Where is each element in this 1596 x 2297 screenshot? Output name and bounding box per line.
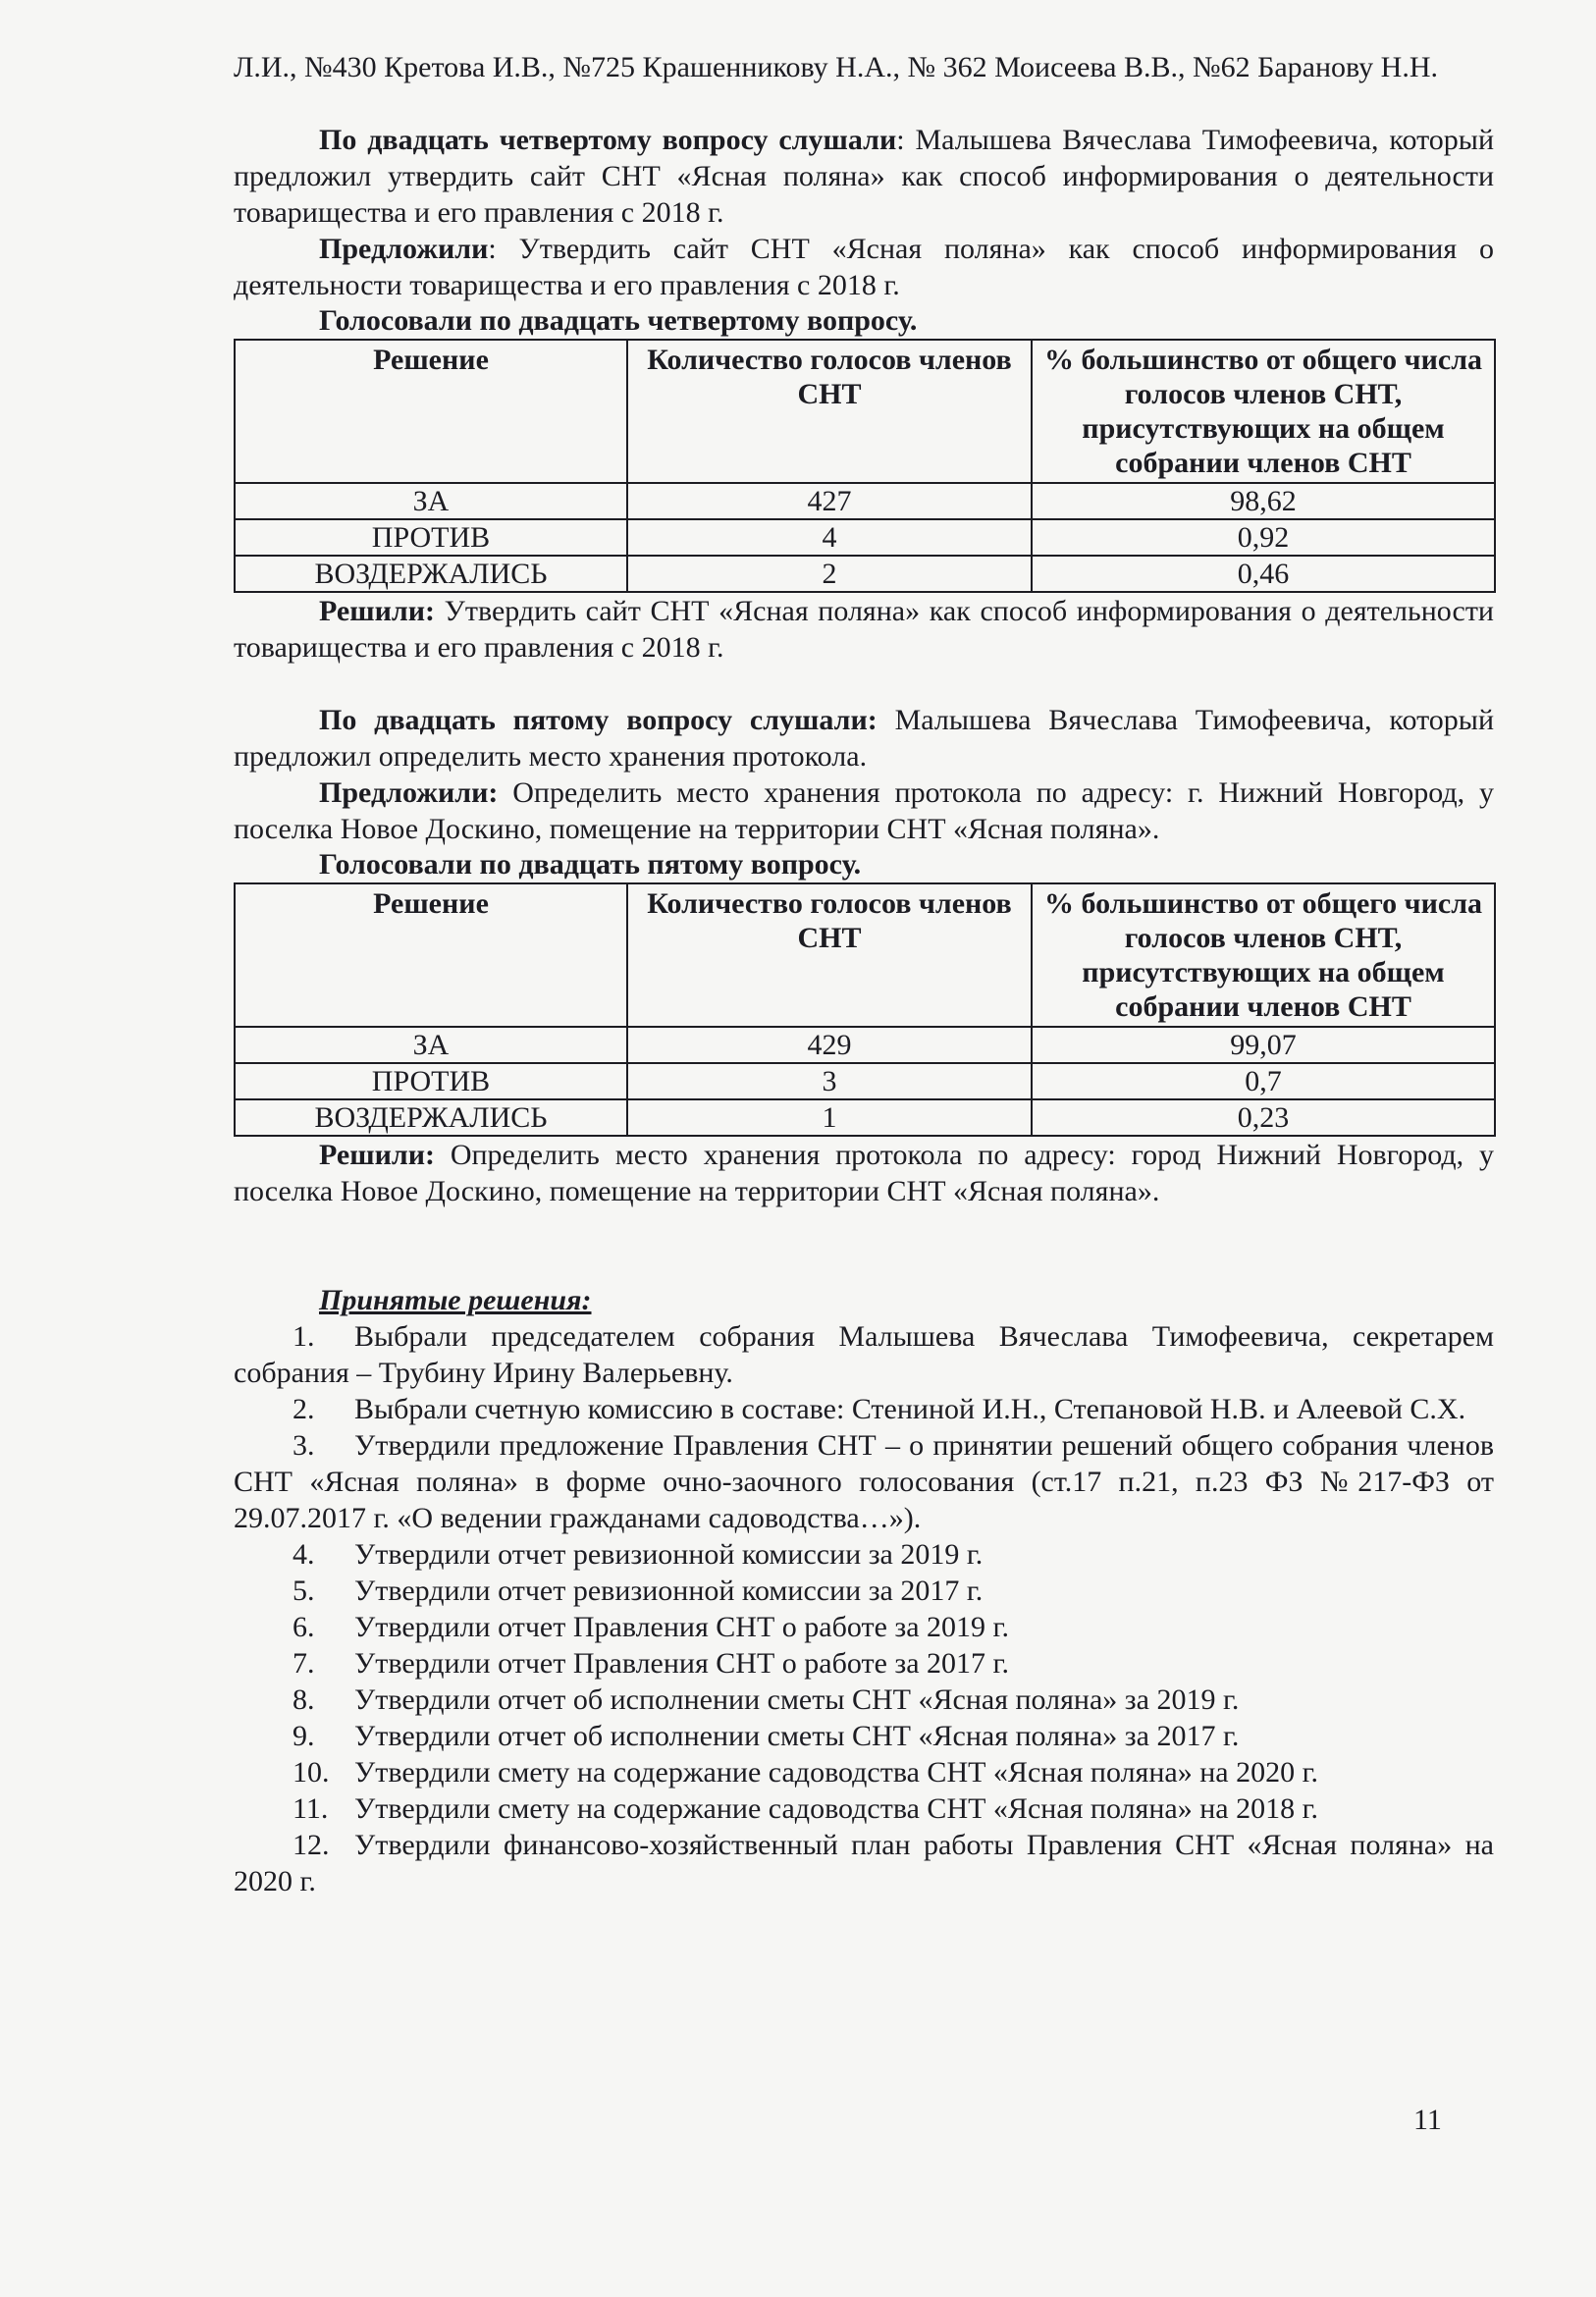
- q25-voted-heading: Голосовали по двадцать пятому вопросу.: [319, 848, 862, 881]
- cell-decision: ЗА: [235, 483, 627, 519]
- item-text: Выбрали счетную комиссию в составе: Стениной И.Н., Степановой Н.В. и Алеевой С.Х.: [354, 1393, 1466, 1425]
- adopted-decisions-title: Принятые решения:: [319, 1284, 592, 1316]
- header-votes: Количество голосов членов СНТ: [627, 883, 1032, 1027]
- item-number: 6.: [293, 1611, 315, 1643]
- table-row: [235, 483, 1495, 519]
- decisions-list: [234, 1318, 1494, 1899]
- adopted-decisions-section: [234, 1282, 1494, 1899]
- cell-votes: 4: [627, 519, 1032, 556]
- table-row: [235, 1099, 1495, 1136]
- cell-votes: 2: [627, 556, 1032, 592]
- item-number: 12.: [293, 1829, 330, 1861]
- item-text: Утвердили отчет ревизионной комиссии за 2017 г.: [354, 1575, 984, 1607]
- list-item: [234, 1609, 1494, 1645]
- table-row: [235, 519, 1495, 556]
- header-decision: Решение: [235, 883, 627, 1027]
- item-text: Утвердили отчет ревизионной комиссии за 2019 г.: [354, 1538, 984, 1571]
- item-number: 2.: [293, 1393, 315, 1425]
- table-header-row: [235, 340, 1495, 483]
- cell-percent: 99,07: [1032, 1027, 1495, 1063]
- q24-heard-label: По двадцать четвертому вопросу слушали: [319, 124, 897, 156]
- q24-proposed-text: : Утвердить сайт СНТ «Ясная поляна» как способ информирования о деятельности товарищества и его правления с 2018 г.: [234, 233, 1494, 301]
- item-number: 3.: [293, 1429, 315, 1462]
- list-item: [234, 1790, 1494, 1827]
- cell-votes: 427: [627, 483, 1032, 519]
- item-text: Утвердили отчет Правления СНТ о работе за 2019 г.: [354, 1611, 1009, 1643]
- q25-heard-label: По двадцать пятому вопросу слушали:: [319, 704, 878, 736]
- spacer: [234, 666, 1494, 702]
- table-row: [235, 1063, 1495, 1099]
- item-text: Утвердили смету на содержание садоводства СНТ «Ясная поляна» на 2020 г.: [354, 1756, 1319, 1789]
- q25-decided-label: Решили:: [319, 1139, 435, 1171]
- cell-percent: 0,46: [1032, 556, 1495, 592]
- cell-votes: 3: [627, 1063, 1032, 1099]
- cell-votes: 1: [627, 1099, 1032, 1136]
- list-item: [234, 1682, 1494, 1718]
- q24-decided-label: Решили:: [319, 595, 435, 627]
- table-row: [235, 1027, 1495, 1063]
- table-header-row: [235, 883, 1495, 1027]
- q24-heard-text: : Малышева Вячеслава Тимофеевича, который предложил утвердить сайт СНТ «Ясная поляна» как способ информирования о деятельности товарищества и его правления с 2018 г.: [234, 124, 1494, 229]
- item-number: 5.: [293, 1575, 315, 1607]
- q25-heard-paragraph: [234, 702, 1494, 775]
- header-percent: % большинство от общего числа голосов членов СНТ, присутствующих на общем собрании членов СНТ: [1032, 340, 1495, 483]
- continuation-text: Л.И., №430 Кретова И.В., №725 Крашенникову Н.А., № 362 Моисеева В.В., №62 Баранову Н.Н.: [234, 51, 1439, 83]
- list-item: [234, 1536, 1494, 1573]
- list-item: [234, 1754, 1494, 1790]
- table-row: [235, 556, 1495, 592]
- list-item: [234, 1573, 1494, 1609]
- cell-decision: ПРОТИВ: [235, 519, 627, 556]
- item-number: 8.: [293, 1683, 315, 1716]
- cell-decision: ПРОТИВ: [235, 1063, 627, 1099]
- q24-proposed-label: Предложили: [319, 233, 489, 265]
- page-number: 11: [1413, 2104, 1442, 2136]
- q25-heard-text: Малышева Вячеслава Тимофеевича, который предложил определить место хранения протокола.: [234, 704, 1494, 773]
- item-number: 9.: [293, 1720, 315, 1752]
- list-item: [234, 1827, 1494, 1899]
- item-number: 10.: [293, 1756, 330, 1789]
- header-percent: % большинство от общего числа голосов членов СНТ, присутствующих на общем собрании членов СНТ: [1032, 883, 1495, 1027]
- item-text: Утвердили отчет Правления СНТ о работе за 2017 г.: [354, 1647, 1009, 1680]
- cell-decision: ЗА: [235, 1027, 627, 1063]
- document-page: [234, 49, 1494, 1899]
- item-text: Утвердили предложение Правления СНТ – о принятии решений общего собрания членов СНТ «Ясная поляна» в форме очно-заочного голосования (ст.17 п.21, п.23 ФЗ №217-ФЗ от 29.07.2017 г. «О ведении гражданами садоводства…»).: [234, 1429, 1494, 1534]
- list-item: [234, 1718, 1494, 1754]
- q25-vote-table: [234, 882, 1496, 1137]
- item-number: 1.: [293, 1320, 315, 1353]
- q25-proposed-paragraph: [234, 775, 1494, 847]
- cell-decision: ВОЗДЕРЖАЛИСЬ: [235, 556, 627, 592]
- item-text: Утвердили финансово-хозяйственный план работы Правления СНТ «Ясная поляна» на 2020 г.: [234, 1829, 1494, 1897]
- list-item: [234, 1645, 1494, 1682]
- cell-votes: 429: [627, 1027, 1032, 1063]
- cell-decision: ВОЗДЕРЖАЛИСЬ: [235, 1099, 627, 1136]
- item-number: 7.: [293, 1647, 315, 1680]
- spacer: [234, 1209, 1494, 1282]
- cell-percent: 0,92: [1032, 519, 1495, 556]
- q24-decided-text: Утвердить сайт СНТ «Ясная поляна» как способ информирования о деятельности товарищества и его правления с 2018 г.: [234, 595, 1494, 664]
- item-text: Выбрали председателем собрания Малышева Вячеслава Тимофеевича, секретарем собрания – Трубину Ирину Валерьевну.: [234, 1320, 1494, 1389]
- cell-percent: 0,23: [1032, 1099, 1495, 1136]
- spacer: [234, 85, 1494, 122]
- question-25-section: [234, 702, 1494, 1209]
- q24-decided-paragraph: [234, 593, 1494, 666]
- item-number: 11.: [293, 1792, 329, 1825]
- cell-percent: 0,7: [1032, 1063, 1495, 1099]
- item-text: Утвердили смету на содержание садоводства СНТ «Ясная поляна» на 2018 г.: [354, 1792, 1319, 1825]
- header-votes: Количество голосов членов СНТ: [627, 340, 1032, 483]
- q25-decided-text: Определить место хранения протокола по адресу: город Нижний Новгород, у поселка Новое Доскино, помещение на территории СНТ «Ясная поляна».: [234, 1139, 1494, 1207]
- q24-heard-paragraph: [234, 122, 1494, 231]
- list-item: [234, 1427, 1494, 1536]
- header-decision: Решение: [235, 340, 627, 483]
- cell-percent: 98,62: [1032, 483, 1495, 519]
- q24-voted-heading: Голосовали по двадцать четвертому вопросу.: [319, 304, 918, 337]
- question-24-section: [234, 122, 1494, 666]
- item-text: Утвердили отчет об исполнении сметы СНТ «Ясная поляна» за 2017 г.: [354, 1720, 1240, 1752]
- item-text: Утвердили отчет об исполнении сметы СНТ «Ясная поляна» за 2019 г.: [354, 1683, 1240, 1716]
- q24-proposed-paragraph: [234, 231, 1494, 303]
- q24-vote-table: [234, 339, 1496, 593]
- list-item: [234, 1391, 1494, 1427]
- item-number: 4.: [293, 1538, 315, 1571]
- q25-decided-paragraph: [234, 1137, 1494, 1209]
- q25-proposed-label: Предложили:: [319, 776, 499, 809]
- list-item: [234, 1318, 1494, 1391]
- q25-proposed-text: Определить место хранения протокола по адресу: г. Нижний Новгород, у поселка Новое Доскино, помещение на территории СНТ «Ясная поляна».: [234, 776, 1494, 845]
